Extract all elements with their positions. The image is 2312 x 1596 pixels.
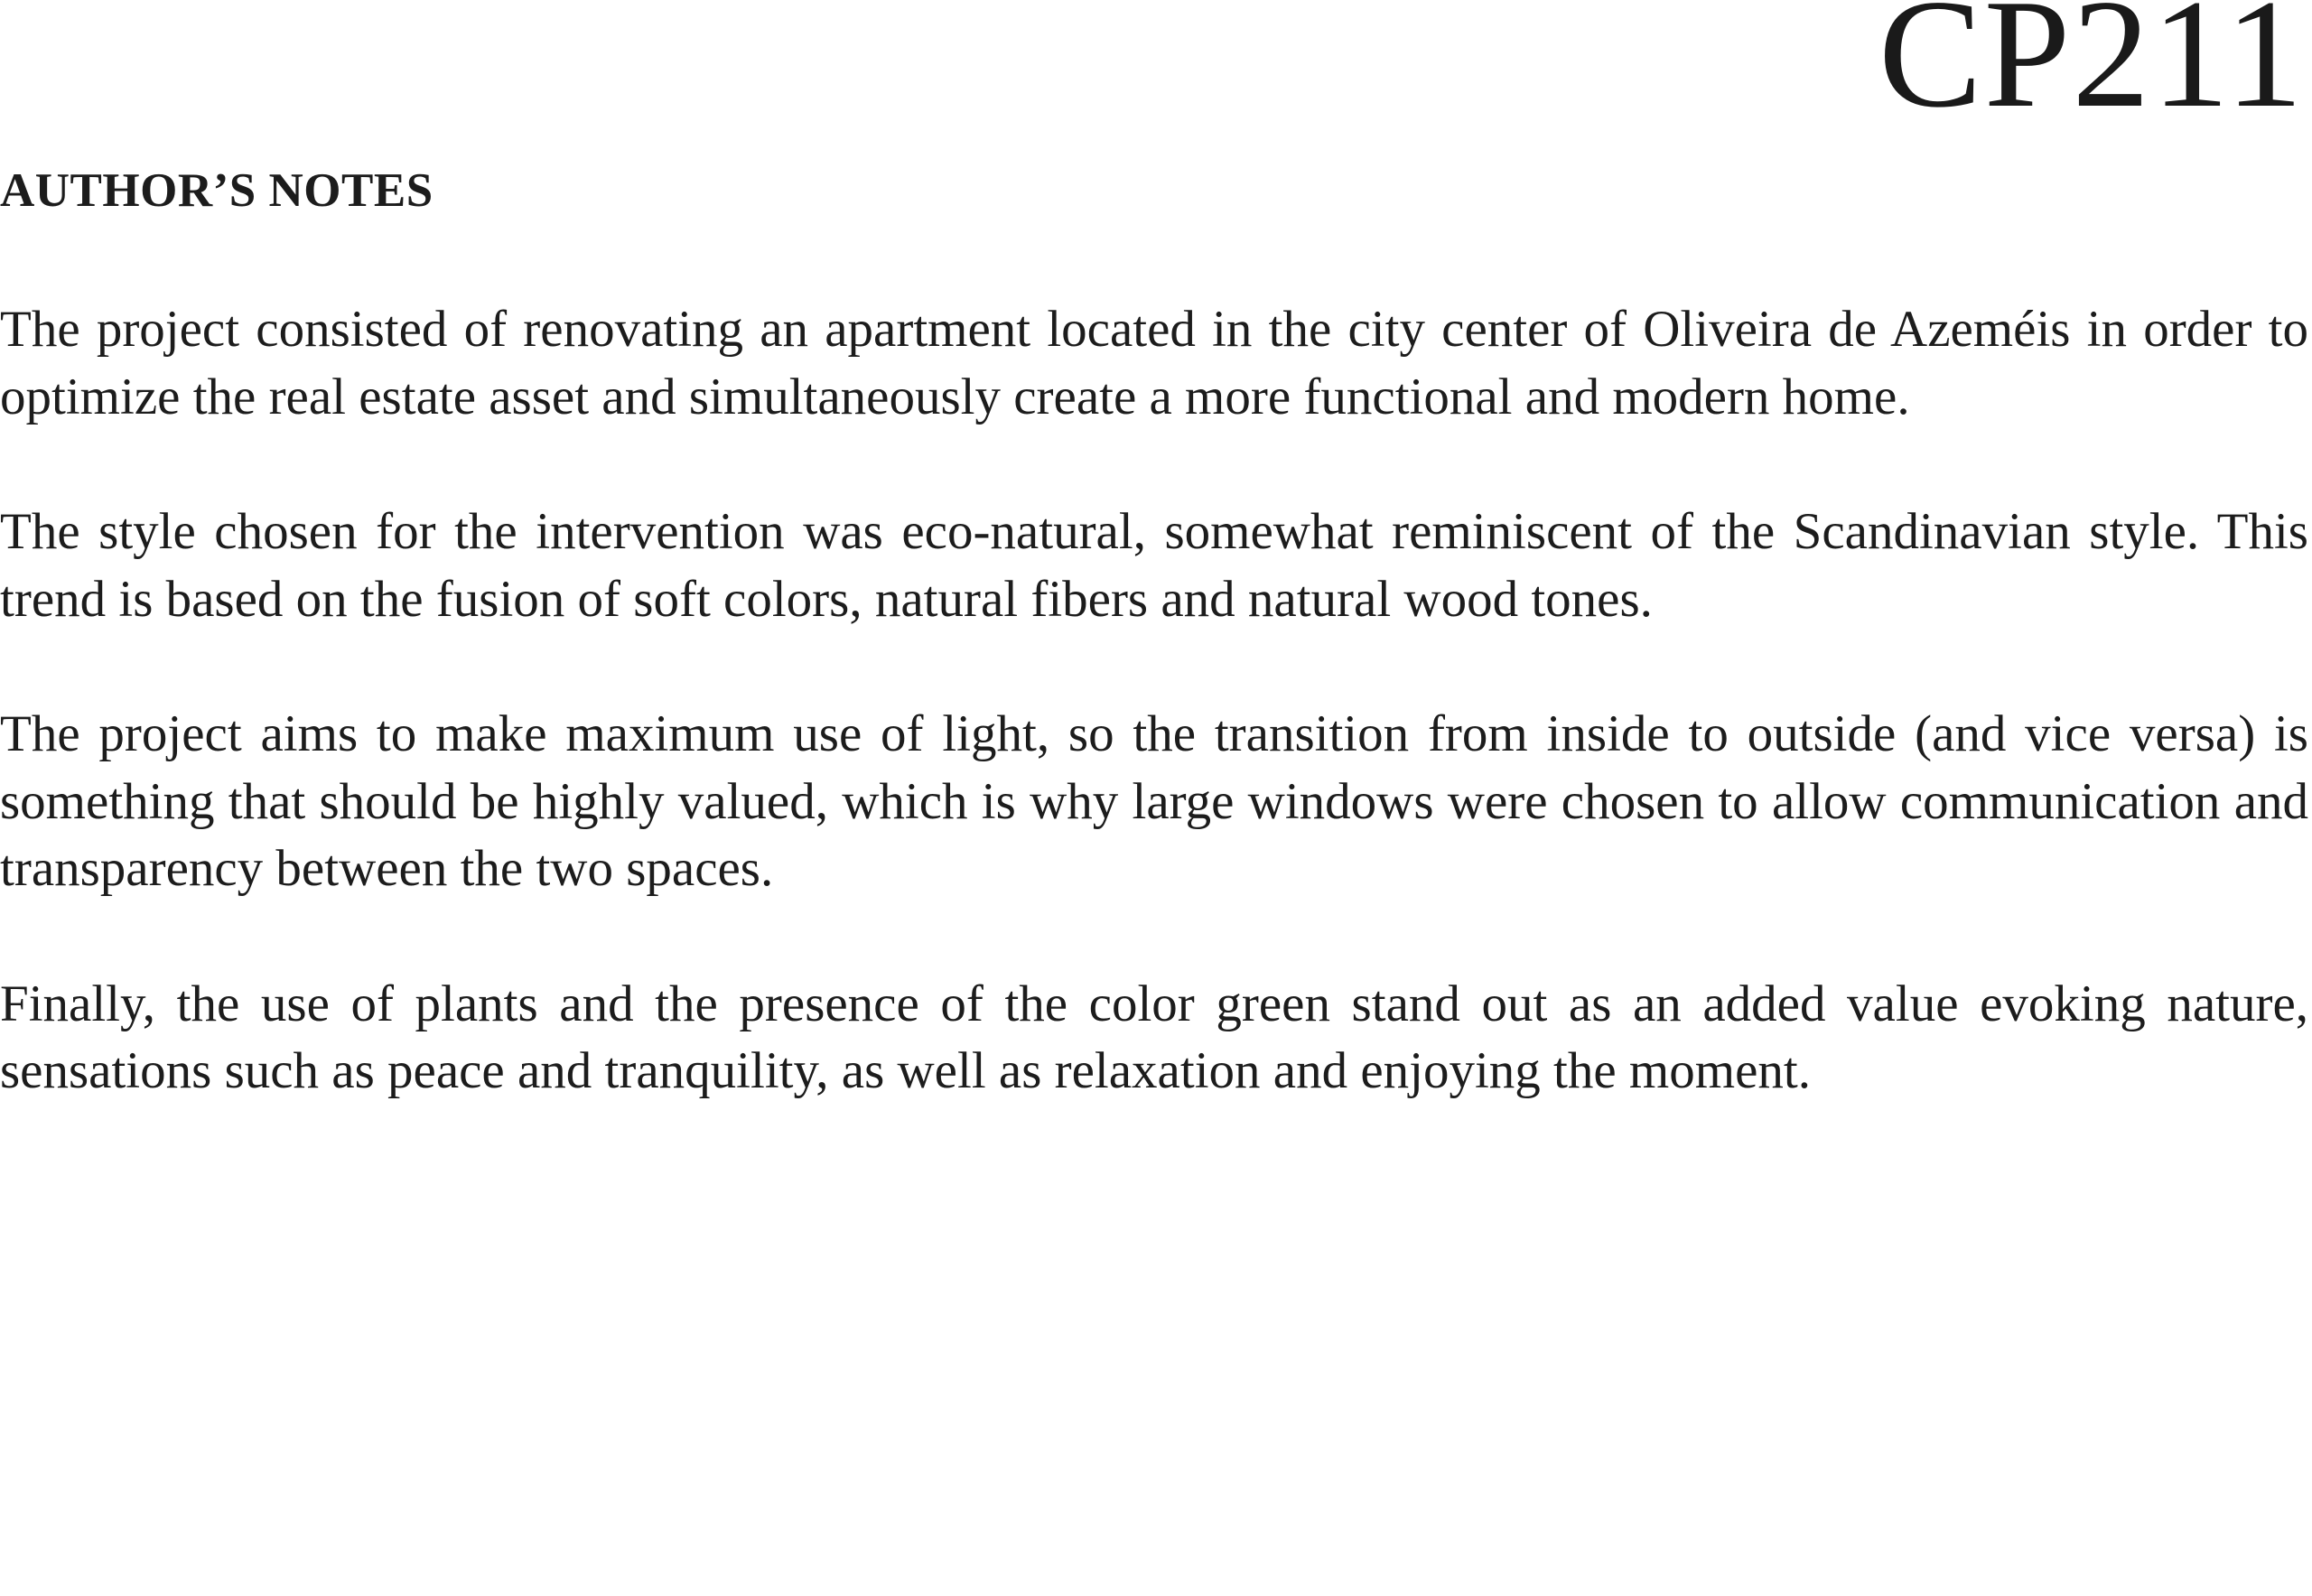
paragraph-plants: Finally, the use of plants and the presence of the color green stand out as an added value evoking nature, sensations such as peace and tranquility, as well as relaxation and enjoying the moment. bbox=[0, 975, 2308, 1099]
project-code: CP211 bbox=[1878, 0, 2305, 140]
paragraph-style: The style chosen for the intervention was eco-natural, somewhat reminiscent of the Scandinavian style. This trend is based on the fusion of soft colors, natural fibers and natural wood tones. bbox=[0, 503, 2308, 628]
paragraph-project-overview: The project consisted of renovating an apartment located in the city center of Oliveira de Azeméis in order to optimize the real estate asset and simultaneously create a more functional and modern home. bbox=[0, 301, 2308, 425]
paragraph-light: The project aims to make maximum use of light, so the transition from inside to outside (and vice versa) is something that should be highly valued, which is why large windows were chosen to allow communication and transparency between the two spaces. bbox=[0, 705, 2308, 897]
section-heading: AUTHOR’S NOTES bbox=[0, 164, 434, 217]
authors-notes-section bbox=[0, 163, 2308, 1106]
